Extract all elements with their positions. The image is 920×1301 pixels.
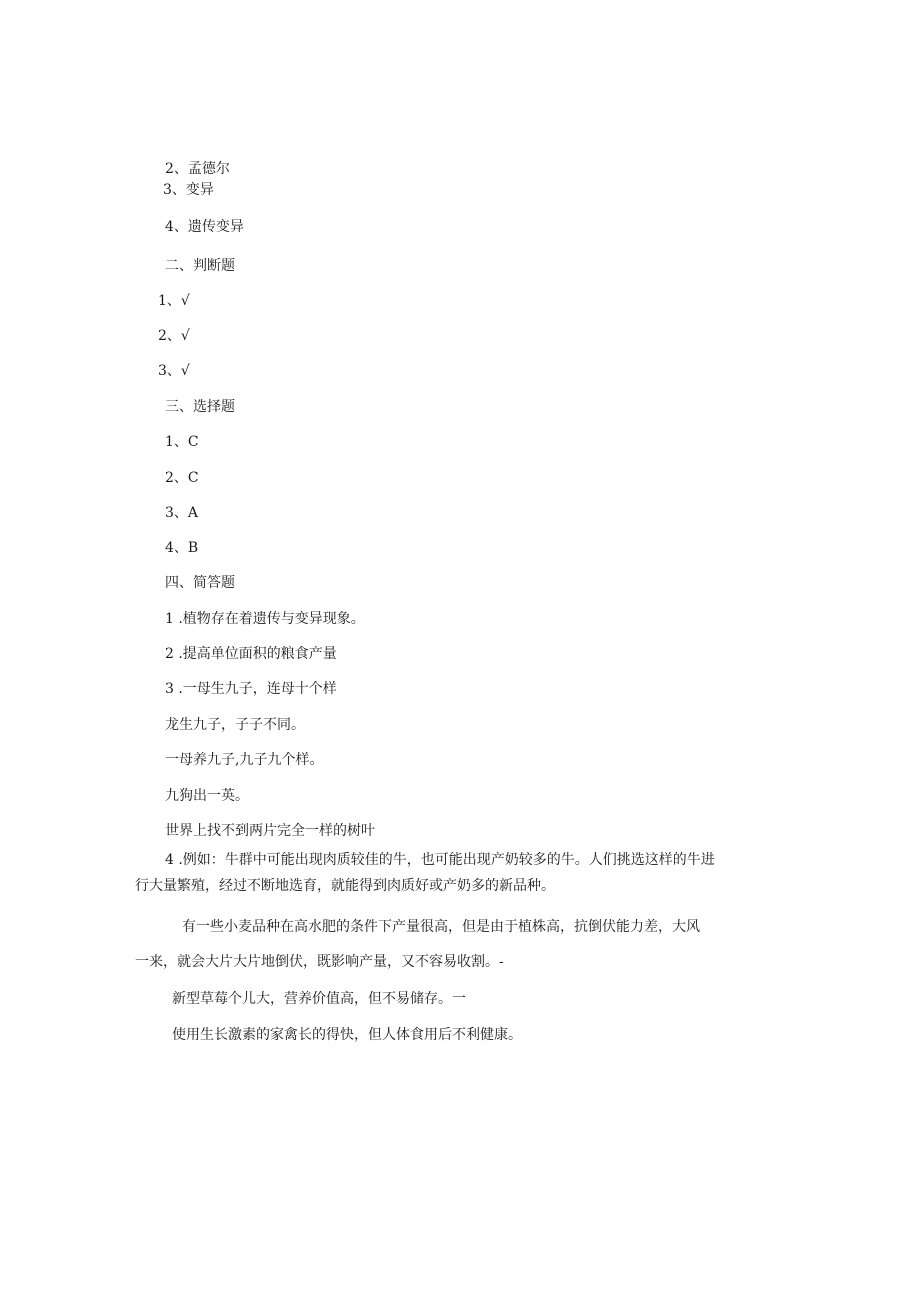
saying-4: 世界上找不到两片完全一样的树叶 (165, 823, 375, 839)
section-heading-choice: 三、选择题 (165, 399, 235, 415)
paragraph-strawberry: 新型草莓个儿大，营养价值高，但不易储存。一 (172, 991, 466, 1007)
judge-item-1: 1、√ (158, 293, 190, 309)
paragraph-wheat-line-2: 一来，就会大片大片地倒伏，既影响产量，又不容易收割。- (135, 954, 504, 970)
saying-1: 龙生九子，子子不同。 (165, 717, 305, 733)
saying-2: 一母养九子,九子九个样。 (165, 752, 324, 768)
answer-2: 2、孟德尔 (165, 161, 230, 177)
paragraph-wheat-line-1: 有一些小麦品种在高水肥的条件下产量很高，但是由于植株高，抗倒伏能力差，大风 (182, 919, 700, 935)
short-answer-1: 1 .植物存在着遗传与变异现象。 (165, 611, 365, 627)
saying-3: 九狗出一英。 (165, 788, 249, 804)
answer-3: 3、变异 (163, 182, 214, 198)
answer-4: 4、遗传变异 (165, 219, 244, 235)
choice-item-2: 2、C (165, 470, 199, 486)
section-heading-short: 四、简答题 (165, 575, 235, 591)
judge-item-2: 2、√ (158, 328, 190, 344)
short-answer-3: 3 .一母生九子，连母十个样 (165, 681, 337, 697)
judge-item-3: 3、√ (158, 363, 190, 379)
short-answer-4-line-2: 行大量繁殖，经过不断地选育，就能得到肉质好或产奶多的新品种。 (135, 878, 555, 894)
choice-item-4: 4、B (165, 540, 199, 556)
section-heading-judge: 二、判断题 (165, 258, 235, 274)
paragraph-poultry: 使用生长激素的家禽长的得快，但人体食用后不利健康。 (172, 1027, 522, 1043)
short-answer-2: 2 .提高单位面积的粮食产量 (165, 646, 337, 662)
choice-item-1: 1、C (165, 434, 199, 450)
short-answer-4-line-1: 4 .例如：牛群中可能出现肉质较佳的牛，也可能出现产奶较多的牛。人们挑选这样的牛进 (165, 852, 715, 868)
choice-item-3: 3、A (165, 505, 199, 521)
